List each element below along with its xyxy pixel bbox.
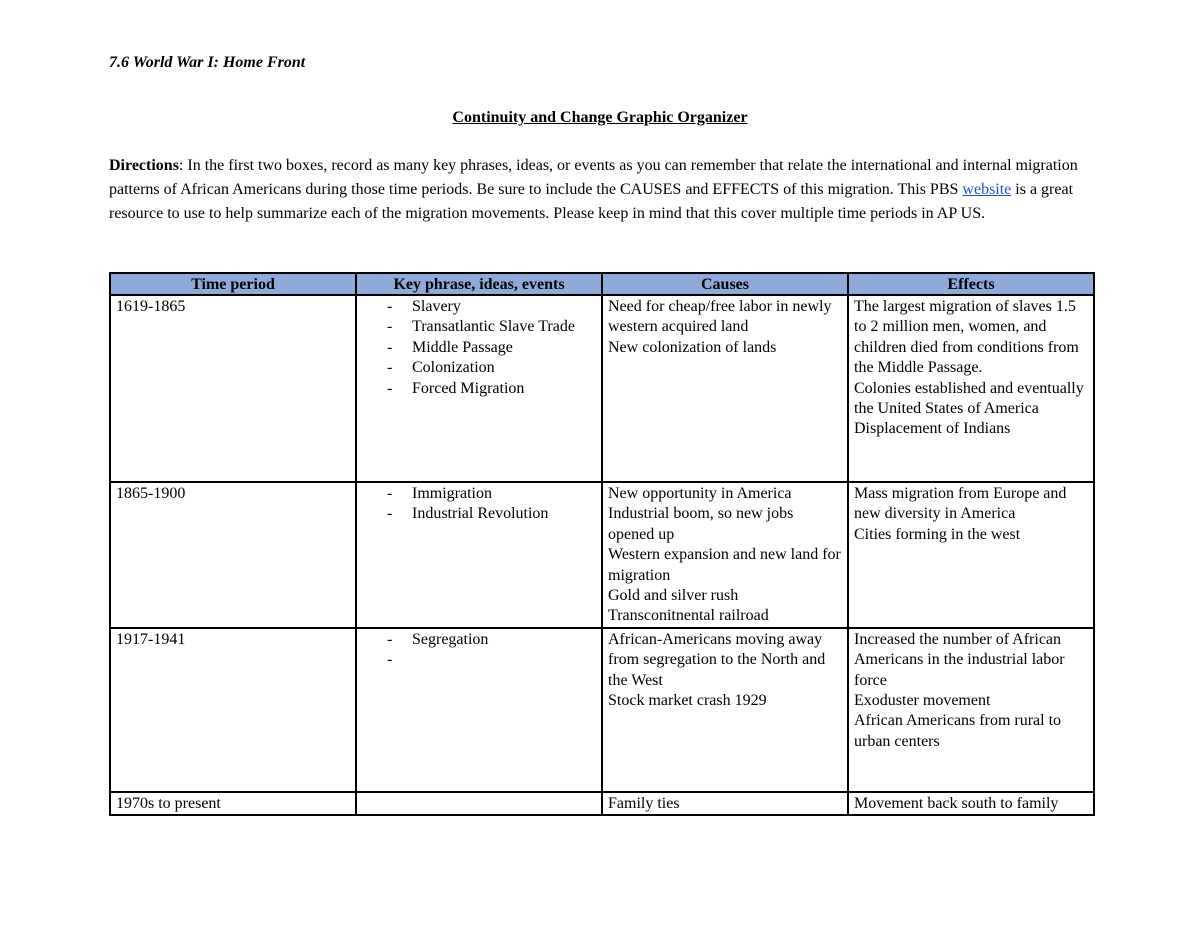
events-cell[interactable] — [356, 295, 602, 482]
table-row — [110, 628, 1094, 792]
effect-line: Colonies established and eventually the United States of America — [854, 379, 1084, 418]
cause-line: Need for cheap/free labor in newly western acquired land — [608, 298, 832, 336]
events-cell[interactable] — [356, 792, 602, 815]
effect-line: Movement back south to family — [854, 794, 1059, 812]
effect-line: African Americans from rural to urban centers — [854, 712, 1062, 750]
cause-line: Industrial boom, so new jobs opened up — [608, 505, 794, 543]
document-title: Continuity and Change Graphic Organizer — [452, 109, 748, 126]
pbs-website-link[interactable]: website — [962, 181, 1012, 198]
events-cell[interactable] — [356, 628, 602, 792]
directions-label: Directions — [109, 157, 179, 174]
effect-line: Increased the number of African Americans in the industrial labor force — [854, 630, 1065, 689]
event-item: - Middle Passage — [387, 338, 596, 358]
event-item: - Industrial Revolution — [387, 504, 596, 524]
effect-line: Cities forming in the west — [854, 525, 1021, 543]
cause-line: Gold and silver rush — [608, 587, 739, 605]
effect-line: Exoduster movement — [854, 692, 991, 710]
cause-line: Family ties — [608, 794, 680, 812]
cause-line: Transconitnental railroad — [608, 607, 769, 625]
period-cell[interactable]: 1970s to present — [110, 792, 356, 815]
header-causes: Causes — [602, 273, 848, 295]
causes-cell[interactable] — [602, 482, 848, 628]
table-row — [110, 792, 1094, 815]
cause-line: New opportunity in America — [608, 485, 792, 502]
effect-line: Displacement of Indians — [854, 420, 1011, 438]
directions-paragraph — [109, 154, 1089, 226]
event-item: - Immigration — [387, 484, 596, 504]
event-item: - Slavery — [387, 297, 596, 317]
event-item: - Segregation — [387, 630, 596, 650]
effect-line: The largest migration of slaves 1.5 to 2 million men, women, and children died from conditions from the Middle Passage. — [854, 298, 1079, 377]
causes-cell[interactable] — [602, 628, 848, 792]
period-cell[interactable]: 1619-1865 — [110, 295, 356, 482]
table-row — [110, 295, 1094, 482]
cause-line: Western expansion and new land for migration — [608, 546, 841, 584]
effect-line: Mass migration from Europe and new diversity in America — [854, 485, 1067, 523]
cause-line: African-Americans moving away from segregation to the North and the West — [608, 630, 826, 689]
header-time-period: Time period — [110, 273, 356, 295]
events-cell[interactable] — [356, 482, 602, 628]
causes-cell[interactable] — [602, 295, 848, 482]
graphic-organizer-table — [109, 272, 1095, 816]
directions-text-part1: : In the first two boxes, record as many key phrases, ideas, or events as you can remember that relate the international and internal migration patterns of African Americans during those time periods. Be sure to include the CAUSES and EFFECTS of this migration. This PBS — [109, 157, 1078, 198]
header-key-phrases: Key phrase, ideas, events — [356, 273, 602, 295]
event-item: - Forced Migration — [387, 379, 596, 399]
effects-cell[interactable] — [848, 295, 1094, 482]
directions-text-part2: is a great resource to use to help summarize each of the migration movements. Please keep in mind that this cover multiple time periods in AP US. — [109, 181, 1074, 222]
events-list — [362, 484, 596, 525]
cause-line: Stock market crash 1929 — [608, 692, 767, 710]
unit-header: 7.6 World War I: Home Front — [109, 54, 306, 71]
period-cell[interactable]: 1865-1900 — [110, 482, 356, 628]
effects-cell[interactable] — [848, 482, 1094, 628]
event-item: - Colonization — [387, 358, 596, 378]
period-cell[interactable]: 1917-1941 — [110, 628, 356, 792]
table-row — [110, 482, 1094, 628]
cause-line: New colonization of lands — [608, 338, 777, 356]
events-list — [362, 297, 596, 399]
events-list — [362, 630, 596, 650]
effects-cell[interactable] — [848, 792, 1094, 815]
causes-cell[interactable] — [602, 792, 848, 815]
header-effects: Effects — [848, 273, 1094, 295]
effects-cell[interactable] — [848, 628, 1094, 792]
event-item: - Transatlantic Slave Trade — [387, 317, 596, 337]
table-header-row — [110, 273, 1094, 295]
